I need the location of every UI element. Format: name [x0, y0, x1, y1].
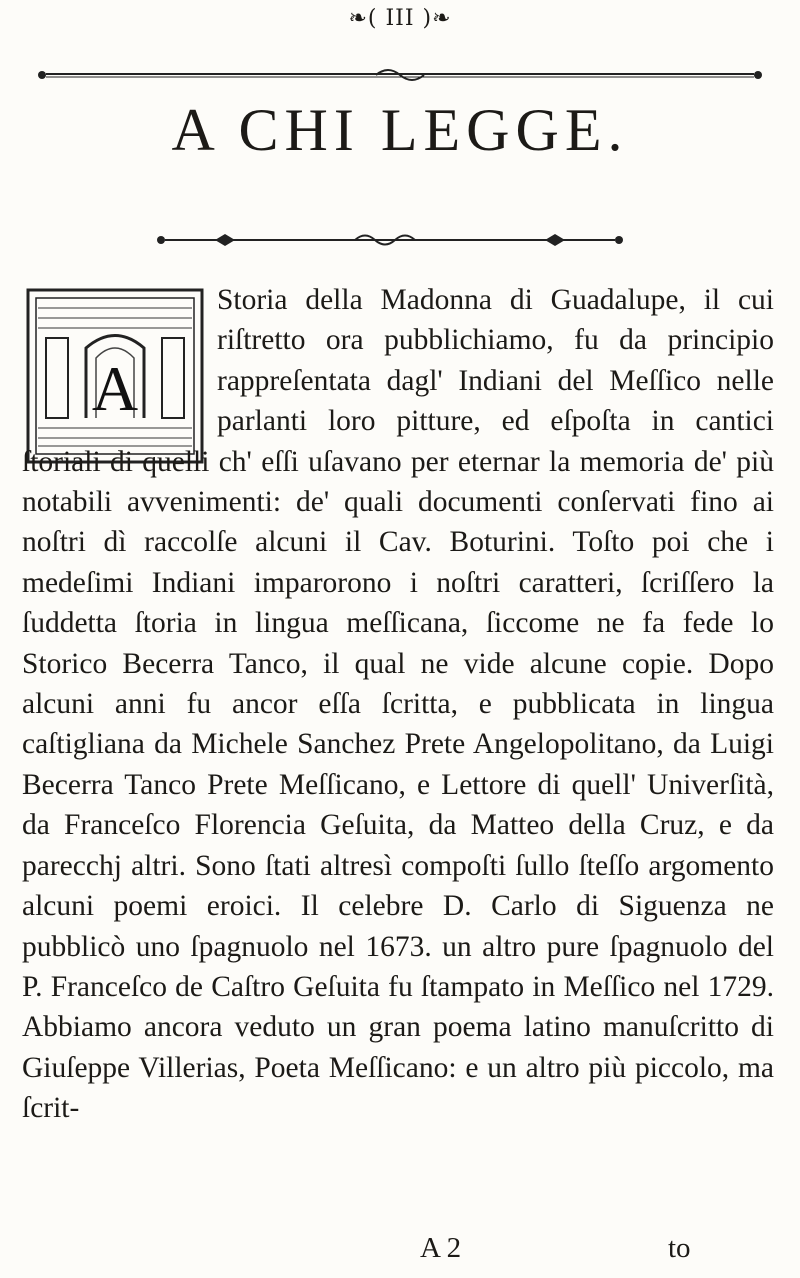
page-number-ornament-right: )❧ [414, 6, 452, 31]
preface-paragraph [22, 280, 774, 1129]
preface-text: Storia della Madonna di Guadalupe, il cui riſtretto ora pubblichiamo, fu da principio rappreſentata dagl' Indiani del Meſſico nelle parlanti loro pitture, ed eſpoſta in cantici ſtoriali di quelli ch' eſſi uſavano per eternar la memoria de' più notabili avvenimenti: de' quali documenti conſervati fino ai noſtri dì raccolſe alcuni il Cav. Boturini. Toſto poi che i medeſimi Indiani imparorono i noſtri caratteri, ſcriſſero la ſuddetta ſtoria in lingua meſſicana, ſiccome ne fa fede lo Storico Becerra Tanco, il qual ne vide alcune copie. Dopo alcuni anni fu ancor eſſa ſcritta, e pubblicata in lingua caſtigliana da Michele Sanchez Prete Angelopolitano, da Luigi Becerra Tanco Prete Meſſicano, e Lettore di quell' Univerſità, da Franceſco Florencia Geſuita, da Matteo della Cruz, e da parecchj altri. Sono ſtati altresì compoſti ſullo ſteſſo argomento alcuni poemi eroici. Il celebre D. Carlo di Siguenza ne pubblicò uno ſpagnuolo nel 1673. un altro pure ſpagnuolo del P. Franceſco de Caſtro Geſuita fu ſtampato in Meſſico nel 1729. Abbiamo ancora veduto un gran poema latino manuſcritto di Giuſeppe Villerias, Poeta Meſſicano: e un altro più piccolo, ma ſcrit- [22, 284, 774, 1125]
page-number-ornament-left: ❧( [348, 6, 386, 31]
top-ornamental-rule [36, 62, 764, 86]
drop-cap-letter: A [91, 353, 139, 424]
heading-ornamental-rule [155, 228, 625, 252]
signature-mark: A 2 [420, 1232, 462, 1264]
section-heading: A CHI LEGGE. [171, 97, 629, 163]
page-number-value: III [385, 6, 415, 31]
catchword: to [668, 1232, 691, 1264]
page-number [0, 6, 800, 31]
drop-cap-spacer [22, 280, 217, 440]
